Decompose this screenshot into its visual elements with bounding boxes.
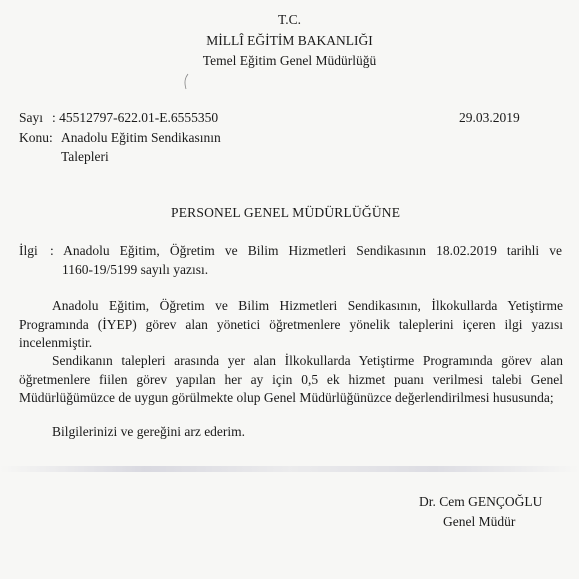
body-paragraph-2: Sendikanın talepleri arasında yer alan İlkokullarda Yetiştirme Programında görev alan öğretmenlere fiilen görev yapılan her ay için 0,5 ek hizmet puanı verilmesi talebi Genel Müdürlüğümüzce de uygun görülmekte olup Genel Müdürlüğünüzce değerlendirilmesi hususunda; bbox=[19, 353, 563, 405]
pen-mark-icon bbox=[180, 72, 194, 92]
signatory-name: Dr. Cem GENÇOĞLU bbox=[419, 494, 543, 509]
konu-value-line2: Talepleri bbox=[61, 149, 109, 164]
sayi-label: Sayı bbox=[19, 110, 44, 125]
ilgi-line2: 1160-19/5199 sayılı yazısı. bbox=[62, 262, 209, 277]
document-date: 29.03.2019 bbox=[459, 110, 520, 125]
header-tc: T.C. bbox=[278, 12, 301, 27]
header-ministry: MİLLÎ EĞİTİM BAKANLIĞI bbox=[206, 33, 373, 48]
scan-smudge bbox=[0, 466, 579, 472]
body-paragraph-1: Anadolu Eğitim, Öğretim ve Bilim Hizmetleri Sendikasının, İlkokullarda Yetiştirme Programında (İYEP) görev alan yönetici öğretmenlere yönelik taleplerini içeren ilgi yazısı incelenmiştir. bbox=[19, 298, 563, 350]
recipient-heading: PERSONEL GENEL MÜDÜRLÜĞÜNE bbox=[171, 205, 401, 220]
header-directorate: Temel Eğitim Genel Müdürlüğü bbox=[202, 53, 377, 68]
ilgi-label: İlgi bbox=[19, 243, 38, 258]
signatory-title: Genel Müdür bbox=[443, 514, 516, 529]
konu-value-line1: Anadolu Eğitim Sendikasının bbox=[61, 130, 221, 145]
konu-label: Konu: bbox=[19, 130, 53, 145]
sayi-value: : 45512797-622.01-E.6555350 bbox=[52, 110, 219, 125]
body-paragraph-3: Bilgilerinizi ve gereğini arz ederim. bbox=[52, 424, 246, 439]
ilgi-line1: : Anadolu Eğitim, Öğretim ve Bilim Hizmetleri Sendikasının 18.02.2019 tarihli ve bbox=[50, 243, 562, 258]
